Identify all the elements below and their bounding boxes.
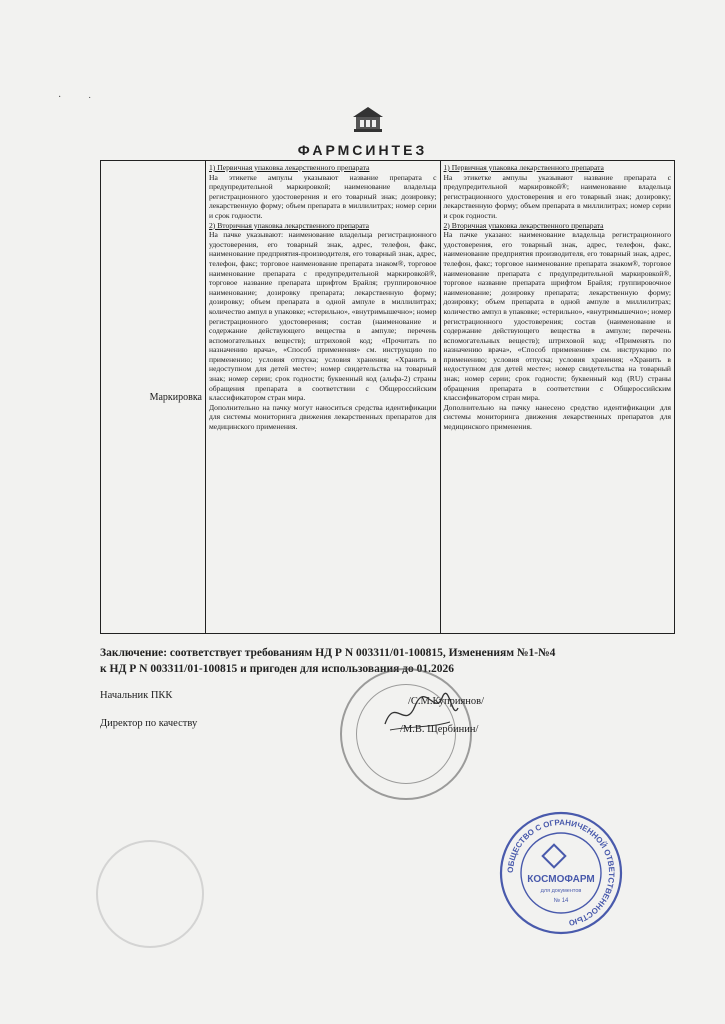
section-paragraph: На этикетке ампулы указывают название препарата с предупредительной маркировкой®; наименование владельца регистрационного удостоверения и его товарный знак; дозировку; лекарственную форму; объем препарата в миллилитрах; номер серии и срок годности. (443, 172, 671, 220)
section-paragraph: Дополнительно на пачку нанесено средство идентификации для системы мониторинга движения лекарственных препаратов для медицинского применения. (443, 402, 671, 432)
signer-name: /С.М.Куприянов/ (408, 696, 485, 707)
company-seal-stamp (498, 810, 624, 936)
faint-stamp-imprint (96, 840, 204, 948)
section-heading: 2) Вторичная упаковка лекарственного препарата (443, 220, 604, 230)
section-paragraph: На этикетке ампулы указывают название препарата с предупредительной маркировкой; наименование владельца регистрационного удостоверения и его товарный знак; дозировку; лекарственную форму; объем препарата в миллилитрах; номер серии и срок годности. (209, 172, 437, 220)
section-heading: 1) Первичная упаковка лекарственного препарата (209, 163, 370, 172)
svg-text:№ 14: № 14 (553, 898, 569, 904)
marking-table (100, 160, 675, 634)
left-column-text (206, 161, 441, 634)
handwritten-signature (380, 686, 460, 736)
scan-speck: · (58, 92, 62, 103)
row-label: Маркировка (101, 161, 206, 634)
table-row (101, 161, 675, 634)
svg-text:КОСМОФАРМ: КОСМОФАРМ (527, 874, 595, 885)
section-paragraph: На пачке указано: наименование владельца регистрационного удостоверения, его товарный знак, адрес, телефон, факс, наименование предприятия производителя, его товарный знак, адрес, телефон, факс; торговое наименование препарата знаком®, торговое наименование препарата с предупредительной маркировкой®, торговое название препарата шрифтом Брайля; группировочное наименование; дозировку препарата; лекарственную форму; дозировку; объем препарата в одной ампуле в миллилитрах; количество ампул в упаковке; «стерильно», «внутримышечно»; номер регистрационного удостоверения; состав (наименование и содержание действующего вещества в ампуле; перечень вспомогательных веществ); штриховой код; «Применять по назначению врача», «Способ применения» см. инструкцию по применению; условия отпуска; условия хранения; «Хранить в недоступном для детей месте»; номер свидетельства на товарный знак; номер серии; срок годности; буквенный код (RU) страны обращения препарата в соответствии с Общероссийским классификатором стран мира. (443, 230, 671, 403)
conclusion-line: Заключение: соответствует требованиям НД Р N 003311/01-100815, Изменениям №1-№4 (100, 647, 556, 659)
svg-text:для документов: для документов (540, 888, 582, 894)
svg-text:ОБЩЕСТВО С ОГРАНИЧЕННОЙ ОТВЕТС: ОБЩЕСТВО С ОГРАНИЧЕННОЙ ОТВЕТСТВЕННОСТЬЮ (505, 817, 617, 928)
pharmsintez-logo-icon (352, 106, 384, 134)
company-brand: ФАРМСИНТЕЗ (297, 142, 428, 158)
conclusion-line: к НД Р N 003311/01-100815 и пригоден для использования до 01.2026 (100, 663, 455, 675)
section-paragraph: Дополнительно на пачку могут наноситься средства идентификации для системы мониторинга движения лекарственных препаратов для медицинского применения. (209, 402, 437, 432)
right-column-text (440, 161, 675, 634)
section-paragraph: На пачке указывают: наименование владельца регистрационного удостоверения, его товарный знак, адрес, телефон, факс, наименование предприятия-производителя, его товарный знак, адрес, телефон, факс; торговое наименование препарата знаком®, торговое наименование препарата с предупредительной маркировкой®, торговое название препарата шрифтом Брайля; группировочное наименование; дозировку препарата; лекарственную форму; дозировку; объем препарата в одной ампуле в миллилитрах; количество ампул в упаковке; «стерильно», «внутримышечно»; номер регистрационного удостоверения; состав (наименование и содержание действующего вещества в ампуле; перечень вспомогательных веществ); штриховой код; «Прочитать по назначению врача», «Способ применения» см. инструкцию по применению; условия отпуска; условия хранения; «Хранить в недоступном для детей месте»; номер свидетельства на товарный знак; номер серии; срок годности; буквенный код (альфа-2) страны обращения препарата в соответствии с Общероссийским классификатором стран мира. (209, 230, 437, 403)
signer-role: Начальник ПКК (100, 690, 173, 701)
section-heading: 1) Первичная упаковка лекарственного препарата (443, 163, 604, 172)
signer-role: Директор по качеству (100, 718, 198, 729)
signer-name: /М.В. Щербинин/ (400, 724, 479, 735)
section-heading: 2) Вторичная упаковка лекарственного препарата (209, 220, 370, 230)
scan-speck: ˙ (88, 96, 92, 107)
